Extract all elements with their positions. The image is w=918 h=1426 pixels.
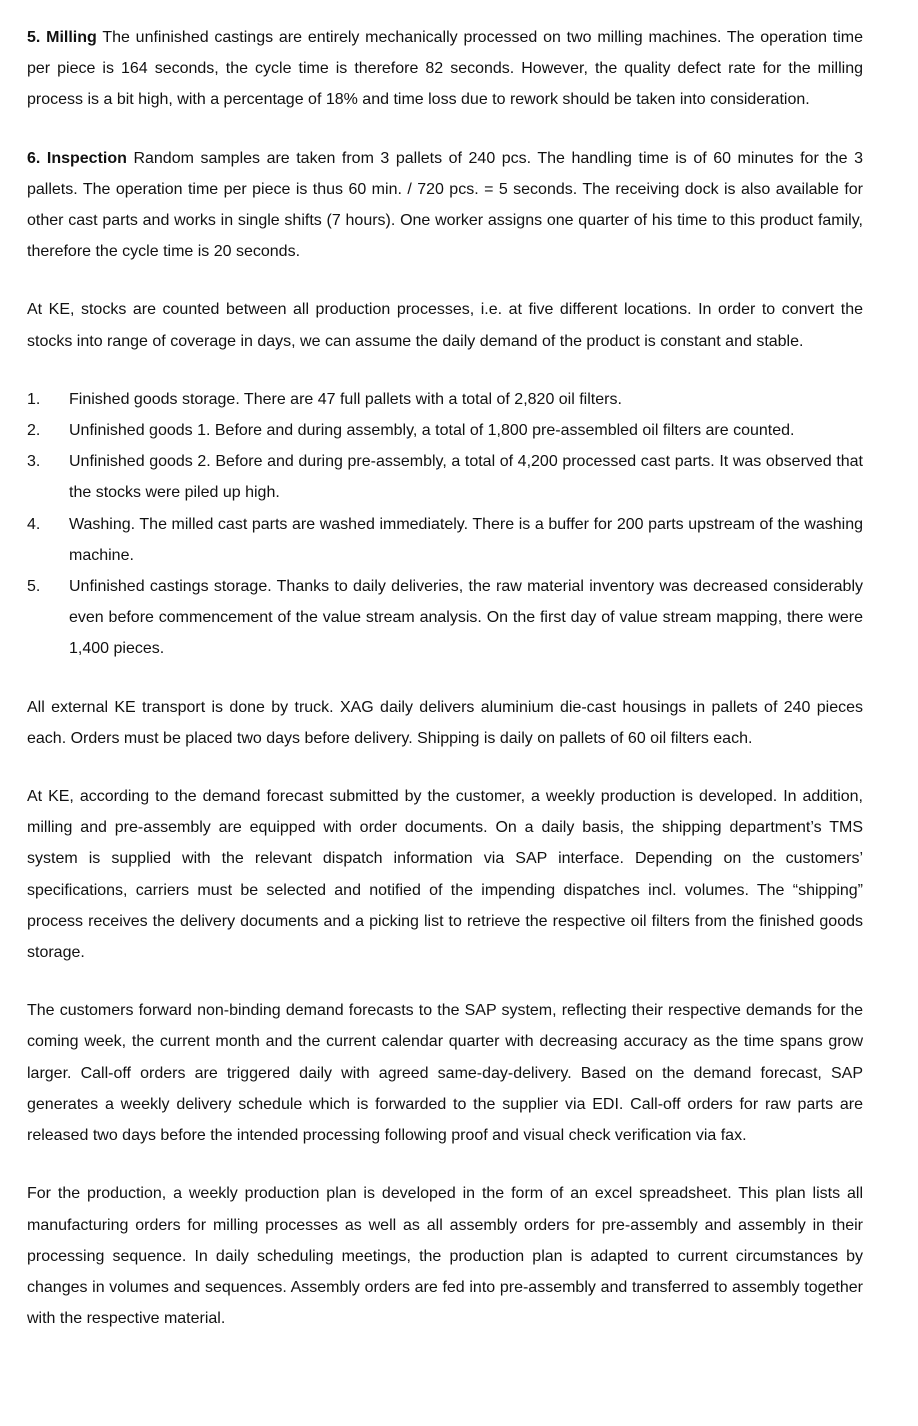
forecast-paragraph: At KE, according to the demand forecast submitted by the customer, a weekly production is developed. In addition, milling and pre-assembly are equipped with order documents. On a daily basis, the shipping department’s TMS system is supplied with the relevant dispatch information via SAP interface. Depending on the customers’ specifications, carriers must be selected and notified of the impending dispatches incl. volumes. The “shipping” process receives the delivery documents and a picking list to retrieve the respective oil filters from the finished goods storage. — [27, 788, 863, 962]
milling-heading: 5. Milling — [27, 29, 97, 46]
list-item — [27, 509, 863, 571]
stock-locations-list — [27, 384, 863, 665]
inspection-heading: 6. Inspection — [27, 149, 127, 167]
inspection-body: Random samples are taken from 3 pallets of 240 pcs. The handling time is of 60 minutes for the 3 pallets. The operation time per piece is thus 60 min. / 720 pcs. = 5 seconds. The receiving dock is also available for other cast parts and works in single shifts (7 hours). One worker assigns one quarter of his time to this product family, therefore the cycle time is 20 seconds. — [27, 149, 863, 261]
list-item-text: Unfinished goods 1. Before and during assembly, a total of 1,800 pre-assembled oil filters are counted. — [69, 422, 795, 440]
list-item-text: Finished goods storage. There are 47 full pallets with a total of 2,820 oil filters. — [69, 390, 622, 408]
document-page — [27, 22, 863, 1334]
milling-body: The unfinished castings are entirely mechanically processed on two milling machines. The operation time per piece is 164 seconds, the cycle time is therefore 82 seconds. However, the quality defect rate for the milling process is a bit high, with a percentage of 18% and time loss due to rework should be taken into consideration. — [27, 29, 864, 109]
stocks-intro-paragraph: At KE, stocks are counted between all production processes, i.e. at five different locations. In order to convert the stocks into range of coverage in days, we can assume the daily demand of the product is constant and stable. — [27, 301, 863, 350]
list-item — [27, 571, 863, 665]
list-item-number: 3. — [27, 453, 41, 471]
list-item — [27, 446, 863, 508]
milling-paragraph — [27, 22, 863, 116]
list-item-text: Washing. The milled cast parts are washed immediately. There is a buffer for 200 parts upstream of the washing machine. — [69, 515, 863, 564]
list-item-number: 4. — [27, 515, 41, 533]
list-item — [27, 384, 863, 415]
transport-paragraph: All external KE transport is done by truck. XAG daily delivers aluminium die-cast housings in pallets of 240 pieces each. Orders must be placed two days before delivery. Shipping is daily on pallets of 60 oil filters each. — [27, 698, 863, 747]
list-item-number: 2. — [27, 422, 41, 440]
list-item — [27, 415, 863, 446]
inspection-paragraph — [27, 143, 863, 268]
list-item-number: 1. — [27, 390, 41, 408]
list-item-text: Unfinished goods 2. Before and during pre-assembly, a total of 4,200 processed cast parts. It was observed that the stocks were piled up high. — [69, 453, 863, 502]
list-item-text: Unfinished castings storage. Thanks to daily deliveries, the raw material inventory was decreased considerably even before commencement of the value stream analysis. On the first day of value stream mapping, there were 1,400 pieces. — [69, 578, 863, 658]
production-plan-paragraph: For the production, a weekly production plan is developed in the form of an excel spreadsheet. This plan lists all manufacturing orders for milling processes as well as all assembly orders for pre-assembly and assembly in their processing sequence. In daily scheduling meetings, the production plan is adapted to current circumstances by changes in volumes and sequences. Assembly orders are fed into pre-assembly and transferred to assembly together with the respective material. — [27, 1185, 863, 1328]
customers-paragraph: The customers forward non-binding demand forecasts to the SAP system, reflecting their respective demands for the coming week, the current month and the current calendar quarter with decreasing accuracy as the time spans grow larger. Call-off orders are triggered daily with agreed same-day-delivery. Based on the demand forecast, SAP generates a weekly delivery schedule which is forwarded to the supplier via EDI. Call-off orders for raw parts are released two days before the intended processing following proof and visual check verification via fax. — [27, 1002, 863, 1145]
list-item-number: 5. — [27, 578, 41, 596]
